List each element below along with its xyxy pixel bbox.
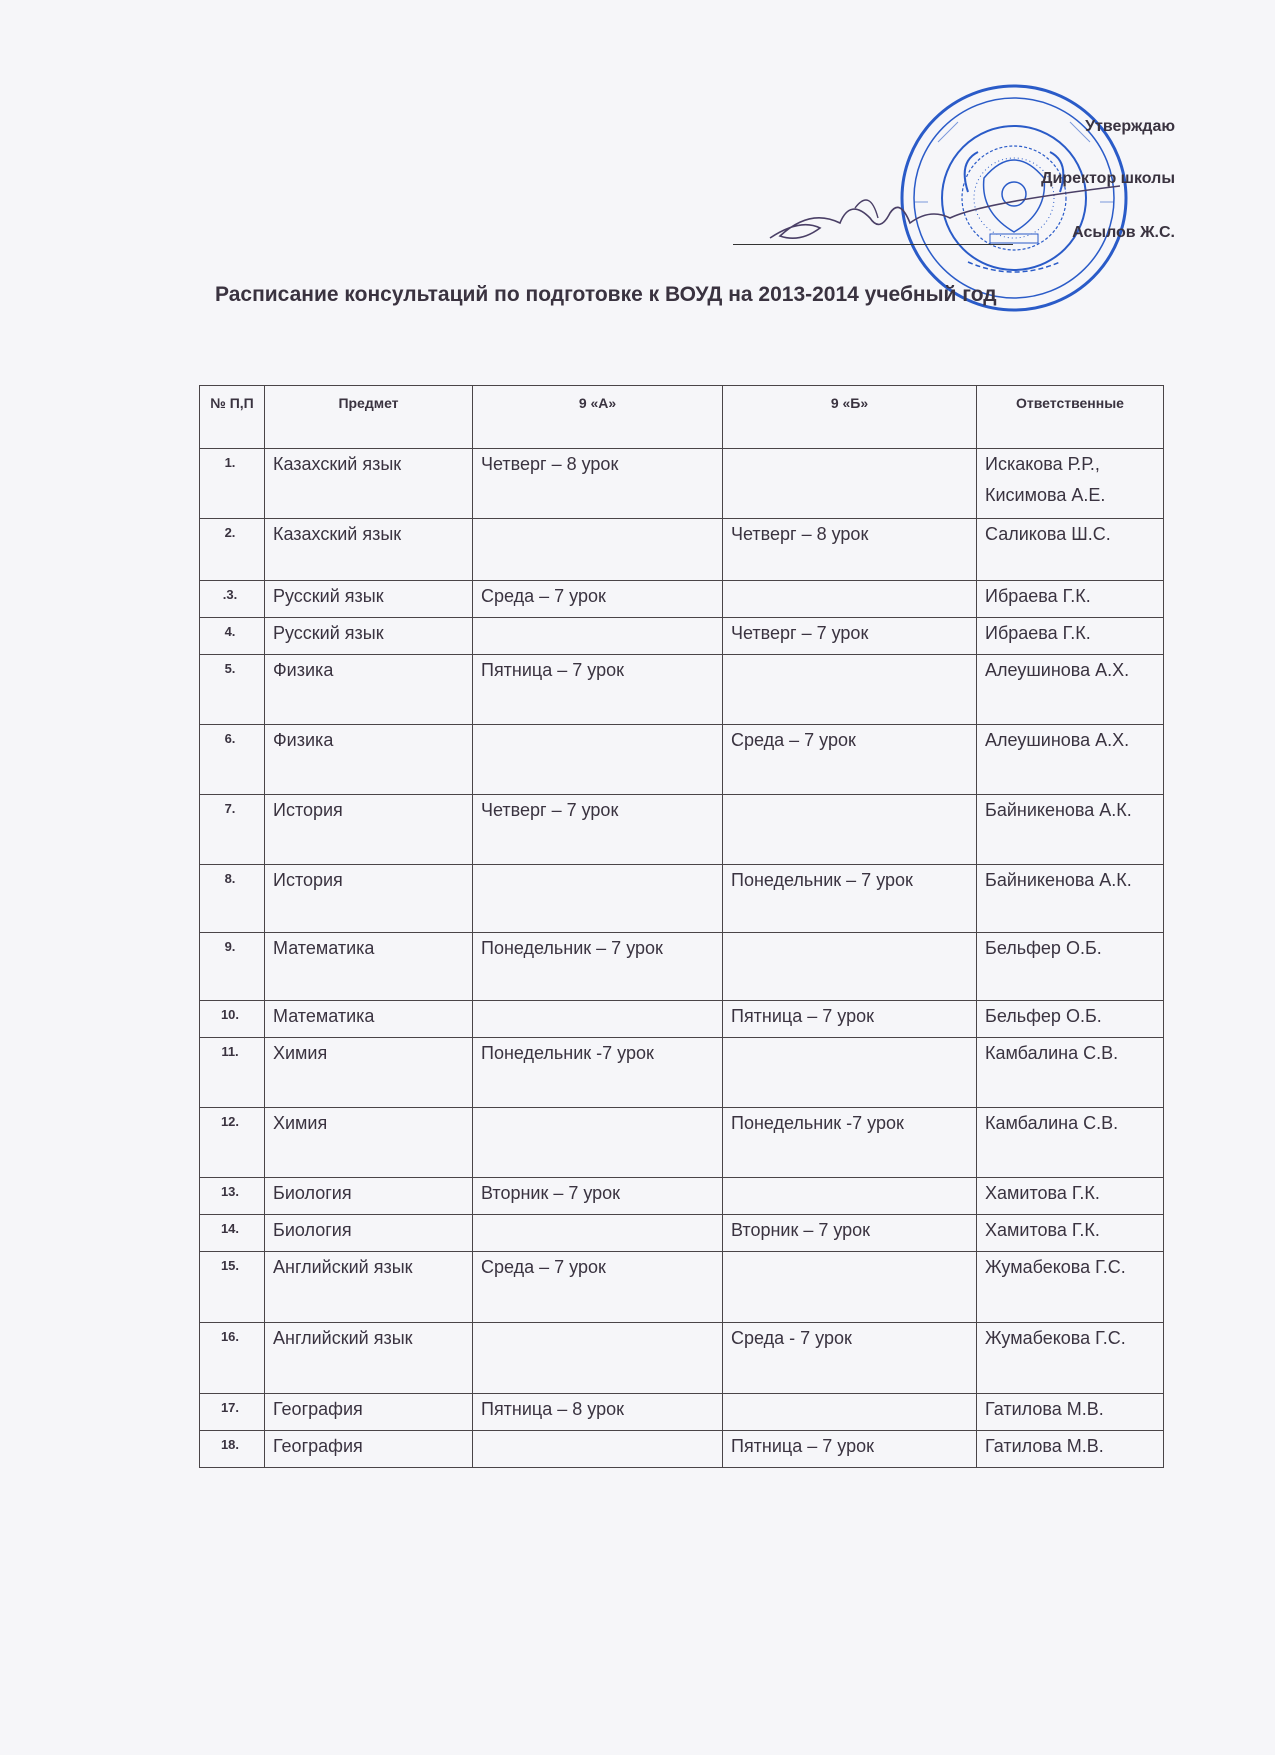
header-class-9b: 9 «Б»	[723, 386, 977, 449]
table-row	[200, 1038, 1164, 1108]
row-class-9b: Четверг – 7 урок	[723, 618, 977, 655]
row-subject: Физика	[265, 655, 473, 725]
table-row	[200, 1108, 1164, 1178]
row-class-9b	[723, 795, 977, 865]
row-number: 18.	[200, 1431, 265, 1468]
row-class-9a: Четверг – 7 урок	[473, 795, 723, 865]
row-subject: География	[265, 1431, 473, 1468]
row-class-9b: Пятница – 7 урок	[723, 1001, 977, 1038]
row-class-9b: Среда - 7 урок	[723, 1323, 977, 1394]
row-number: 10.	[200, 1001, 265, 1038]
row-subject: Биология	[265, 1178, 473, 1215]
table-row	[200, 1394, 1164, 1431]
row-responsible: Хамитова Г.К.	[977, 1215, 1164, 1252]
table-row	[200, 519, 1164, 581]
row-subject: Математика	[265, 1001, 473, 1038]
row-subject: Физика	[265, 725, 473, 795]
row-class-9a	[473, 1001, 723, 1038]
row-class-9b	[723, 933, 977, 1001]
table-row	[200, 1323, 1164, 1394]
table-row	[200, 618, 1164, 655]
table-row	[200, 1431, 1164, 1468]
row-number: 1.	[200, 449, 265, 519]
row-class-9a: Пятница – 8 урок	[473, 1394, 723, 1431]
row-responsible: Бельфер О.Б.	[977, 1001, 1164, 1038]
row-responsible: Гатилова М.В.	[977, 1431, 1164, 1468]
row-responsible: Хамитова Г.К.	[977, 1178, 1164, 1215]
row-responsible: Алеушинова А.Х.	[977, 725, 1164, 795]
row-class-9a: Среда – 7 урок	[473, 581, 723, 618]
table-header-row	[200, 386, 1164, 449]
row-class-9b: Среда – 7 урок	[723, 725, 977, 795]
row-number: 13.	[200, 1178, 265, 1215]
table-row	[200, 795, 1164, 865]
header-number: № П,П	[200, 386, 265, 449]
table-row	[200, 449, 1164, 519]
row-subject: История	[265, 865, 473, 933]
row-number: 12.	[200, 1108, 265, 1178]
document-title: Расписание консультаций по подготовке к ВОУД на 2013-2014 учебный год	[215, 283, 997, 306]
schedule-table	[199, 385, 1164, 1468]
table-row	[200, 725, 1164, 795]
table-row	[200, 865, 1164, 933]
row-class-9b: Понедельник – 7 урок	[723, 865, 977, 933]
row-responsible: Ибраева Г.К.	[977, 581, 1164, 618]
approval-line-position: Директор школы	[1041, 170, 1175, 187]
row-class-9b: Четверг – 8 урок	[723, 519, 977, 581]
row-subject: Английский язык	[265, 1323, 473, 1394]
row-responsible: Бельфер О.Б.	[977, 933, 1164, 1001]
row-responsible: Саликова Ш.С.	[977, 519, 1164, 581]
row-subject: Химия	[265, 1038, 473, 1108]
row-subject: История	[265, 795, 473, 865]
row-class-9a: Четверг – 8 урок	[473, 449, 723, 519]
row-class-9b	[723, 449, 977, 519]
row-class-9a	[473, 725, 723, 795]
row-class-9b	[723, 1178, 977, 1215]
row-class-9a	[473, 519, 723, 581]
approval-line-approve: Утверждаю	[1085, 118, 1175, 135]
row-number: 11.	[200, 1038, 265, 1108]
row-subject: Биология	[265, 1215, 473, 1252]
row-class-9b	[723, 1038, 977, 1108]
row-class-9a: Среда – 7 урок	[473, 1252, 723, 1323]
row-subject: Математика	[265, 933, 473, 1001]
row-responsible: Байникенова А.К.	[977, 865, 1164, 933]
row-number: 15.	[200, 1252, 265, 1323]
row-class-9b: Вторник – 7 урок	[723, 1215, 977, 1252]
row-number: 2.	[200, 519, 265, 581]
row-subject: Казахский язык	[265, 449, 473, 519]
header-class-9a: 9 «А»	[473, 386, 723, 449]
row-subject: Английский язык	[265, 1252, 473, 1323]
table-row	[200, 1252, 1164, 1323]
row-number: 8.	[200, 865, 265, 933]
table-row	[200, 581, 1164, 618]
row-class-9a: Пятница – 7 урок	[473, 655, 723, 725]
row-responsible: Байникенова А.К.	[977, 795, 1164, 865]
table-row	[200, 1178, 1164, 1215]
table-row	[200, 1215, 1164, 1252]
row-class-9b	[723, 581, 977, 618]
row-responsible: Алеушинова А.Х.	[977, 655, 1164, 725]
row-class-9a: Вторник – 7 урок	[473, 1178, 723, 1215]
row-class-9a: Понедельник -7 урок	[473, 1038, 723, 1108]
row-class-9a	[473, 1431, 723, 1468]
row-subject: Русский язык	[265, 581, 473, 618]
row-responsible: Ибраева Г.К.	[977, 618, 1164, 655]
row-number: 5.	[200, 655, 265, 725]
table-row	[200, 655, 1164, 725]
approval-line-name: Асылов Ж.С.	[1072, 224, 1175, 241]
row-subject: Русский язык	[265, 618, 473, 655]
row-class-9a	[473, 618, 723, 655]
header-responsible: Ответственные	[977, 386, 1164, 449]
row-number: .3.	[200, 581, 265, 618]
row-class-9b	[723, 655, 977, 725]
row-number: 14.	[200, 1215, 265, 1252]
table-row	[200, 1001, 1164, 1038]
row-responsible: Жумабекова Г.С.	[977, 1323, 1164, 1394]
row-class-9a	[473, 1215, 723, 1252]
row-subject: Химия	[265, 1108, 473, 1178]
director-signature	[760, 178, 1120, 258]
row-responsible: Гатилова М.В.	[977, 1394, 1164, 1431]
row-class-9a: Понедельник – 7 урок	[473, 933, 723, 1001]
row-class-9b: Пятница – 7 урок	[723, 1431, 977, 1468]
row-subject: Казахский язык	[265, 519, 473, 581]
row-number: 6.	[200, 725, 265, 795]
signature-line	[733, 244, 1013, 245]
row-number: 17.	[200, 1394, 265, 1431]
row-class-9b	[723, 1252, 977, 1323]
row-responsible: Камбалина С.В.	[977, 1038, 1164, 1108]
row-responsible: Искакова Р.Р., Кисимова А.Е.	[977, 449, 1164, 519]
row-class-9a	[473, 865, 723, 933]
table-row	[200, 933, 1164, 1001]
row-number: 4.	[200, 618, 265, 655]
row-class-9a	[473, 1323, 723, 1394]
header-subject: Предмет	[265, 386, 473, 449]
row-subject: География	[265, 1394, 473, 1431]
row-class-9b	[723, 1394, 977, 1431]
row-responsible: Жумабекова Г.С.	[977, 1252, 1164, 1323]
row-number: 16.	[200, 1323, 265, 1394]
row-class-9b: Понедельник -7 урок	[723, 1108, 977, 1178]
row-number: 7.	[200, 795, 265, 865]
row-number: 9.	[200, 933, 265, 1001]
row-class-9a	[473, 1108, 723, 1178]
row-responsible: Камбалина С.В.	[977, 1108, 1164, 1178]
